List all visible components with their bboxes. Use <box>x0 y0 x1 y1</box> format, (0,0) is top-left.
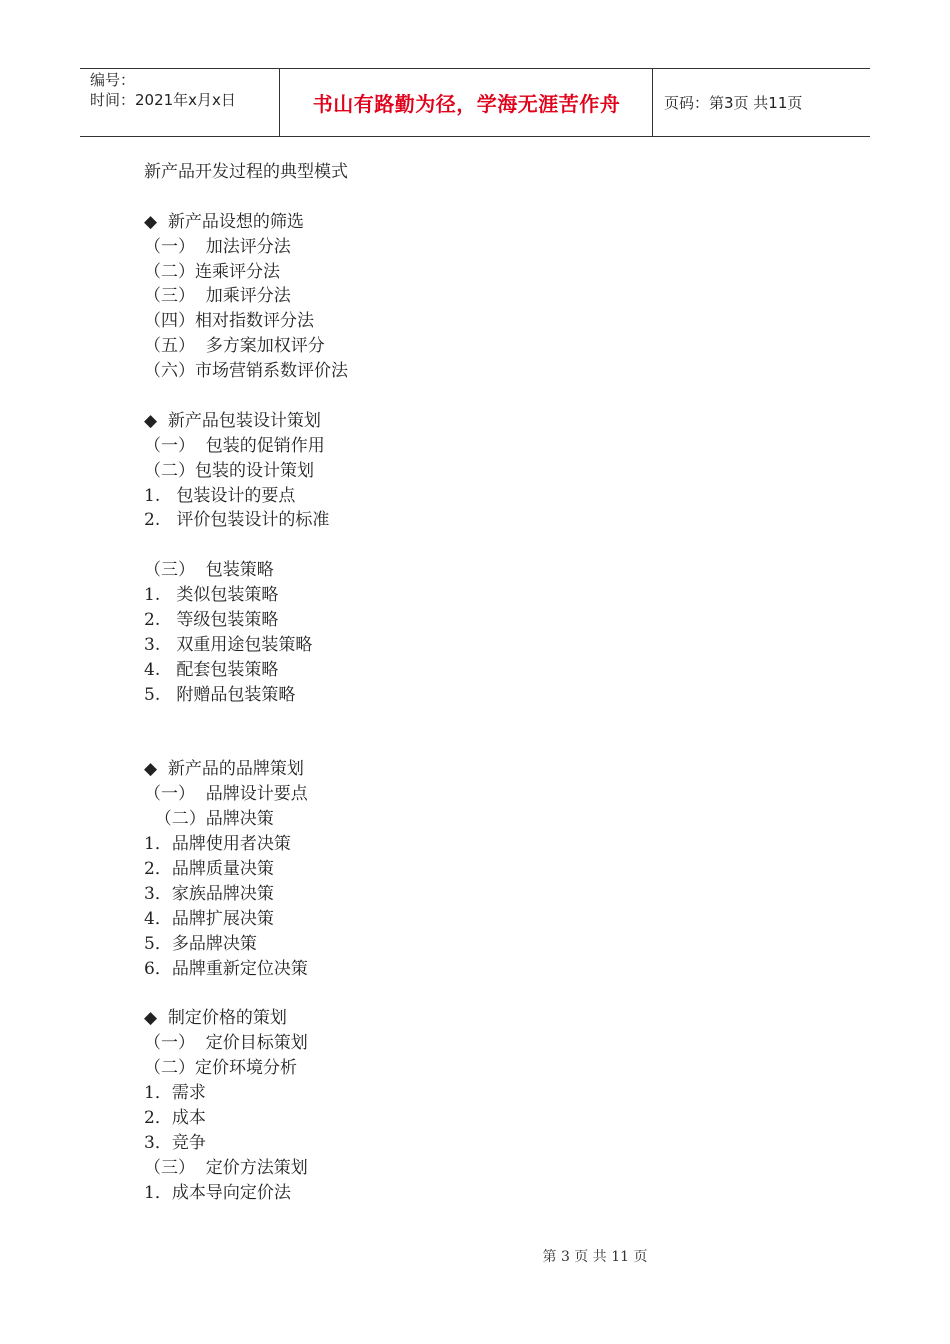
time-label: 时间：2021年x月x日 <box>90 91 236 109</box>
text-line: （一） 包装的促销作用 <box>144 435 325 456</box>
text-line: 5．多品牌决策 <box>144 933 257 954</box>
text-line: 新产品开发过程的典型模式 <box>144 162 348 182</box>
text-line: 1. 包装设计的要点 <box>144 485 296 506</box>
text-line: ◆ 制定价格的策划 <box>144 1008 287 1029</box>
text-line: 5. 附赠品包装策略 <box>144 684 296 705</box>
text-line: （二）连乘评分法 <box>144 261 280 282</box>
document-body <box>144 160 844 1205</box>
text-line: （六）市场营销系数评价法 <box>144 361 348 382</box>
text-line: （四）相对指数评分法 <box>144 311 314 332</box>
header-meta <box>80 69 280 136</box>
text-line: （二）品牌决策 <box>144 809 274 830</box>
text-line: 1．需求 <box>144 1082 206 1103</box>
text-line: 4. 配套包装策略 <box>144 659 279 680</box>
text-line: （一） 定价目标策划 <box>144 1033 308 1054</box>
text-line: 2．品牌质量决策 <box>144 858 274 879</box>
blank-line <box>144 732 844 757</box>
text-line: （三） 加乘评分法 <box>144 286 291 307</box>
text-line: ◆ 新产品包装设计策划 <box>144 410 321 431</box>
text-line: ◆ 新产品设想的筛选 <box>144 211 304 232</box>
text-line: （三） 定价方法策划 <box>144 1157 308 1178</box>
code-label: 编号： <box>90 71 136 89</box>
header-motto: 书山有路勤为径，学海无涯苦作舟 <box>281 69 653 136</box>
blank-line <box>144 533 844 558</box>
header-page-info: 页码：第3页 共11页 <box>664 94 803 112</box>
text-line: 1．品牌使用者决策 <box>144 834 291 855</box>
text-line: （三） 包装策略 <box>144 560 274 581</box>
page-footer: 第 3 页 共 11 页 <box>542 1249 648 1265</box>
text-line: 2. 评价包装设计的标准 <box>144 510 330 531</box>
text-line: 4．品牌扩展决策 <box>144 908 274 929</box>
text-line: 3．家族品牌决策 <box>144 883 274 904</box>
text-line: （二）包装的设计策划 <box>144 460 314 481</box>
text-line: 1. 类似包装策略 <box>144 585 279 606</box>
text-line: 1．成本导向定价法 <box>144 1182 291 1203</box>
text-line: （五） 多方案加权评分 <box>144 336 325 357</box>
blank-line <box>144 384 844 409</box>
blank-line <box>144 185 844 210</box>
text-line: 2．成本 <box>144 1107 206 1128</box>
text-line: （一） 品牌设计要点 <box>144 784 308 805</box>
text-line: （一） 加法评分法 <box>144 236 291 257</box>
text-line: 2. 等级包装策略 <box>144 610 279 631</box>
page-header <box>80 68 870 137</box>
text-line: 3．竞争 <box>144 1132 206 1153</box>
blank-line <box>144 708 844 733</box>
blank-line <box>144 981 844 1006</box>
text-line: 3. 双重用途包装策略 <box>144 634 313 655</box>
text-line: 6．品牌重新定位决策 <box>144 958 308 979</box>
text-line: （二）定价环境分析 <box>144 1058 297 1079</box>
text-line: ◆ 新产品的品牌策划 <box>144 759 304 780</box>
